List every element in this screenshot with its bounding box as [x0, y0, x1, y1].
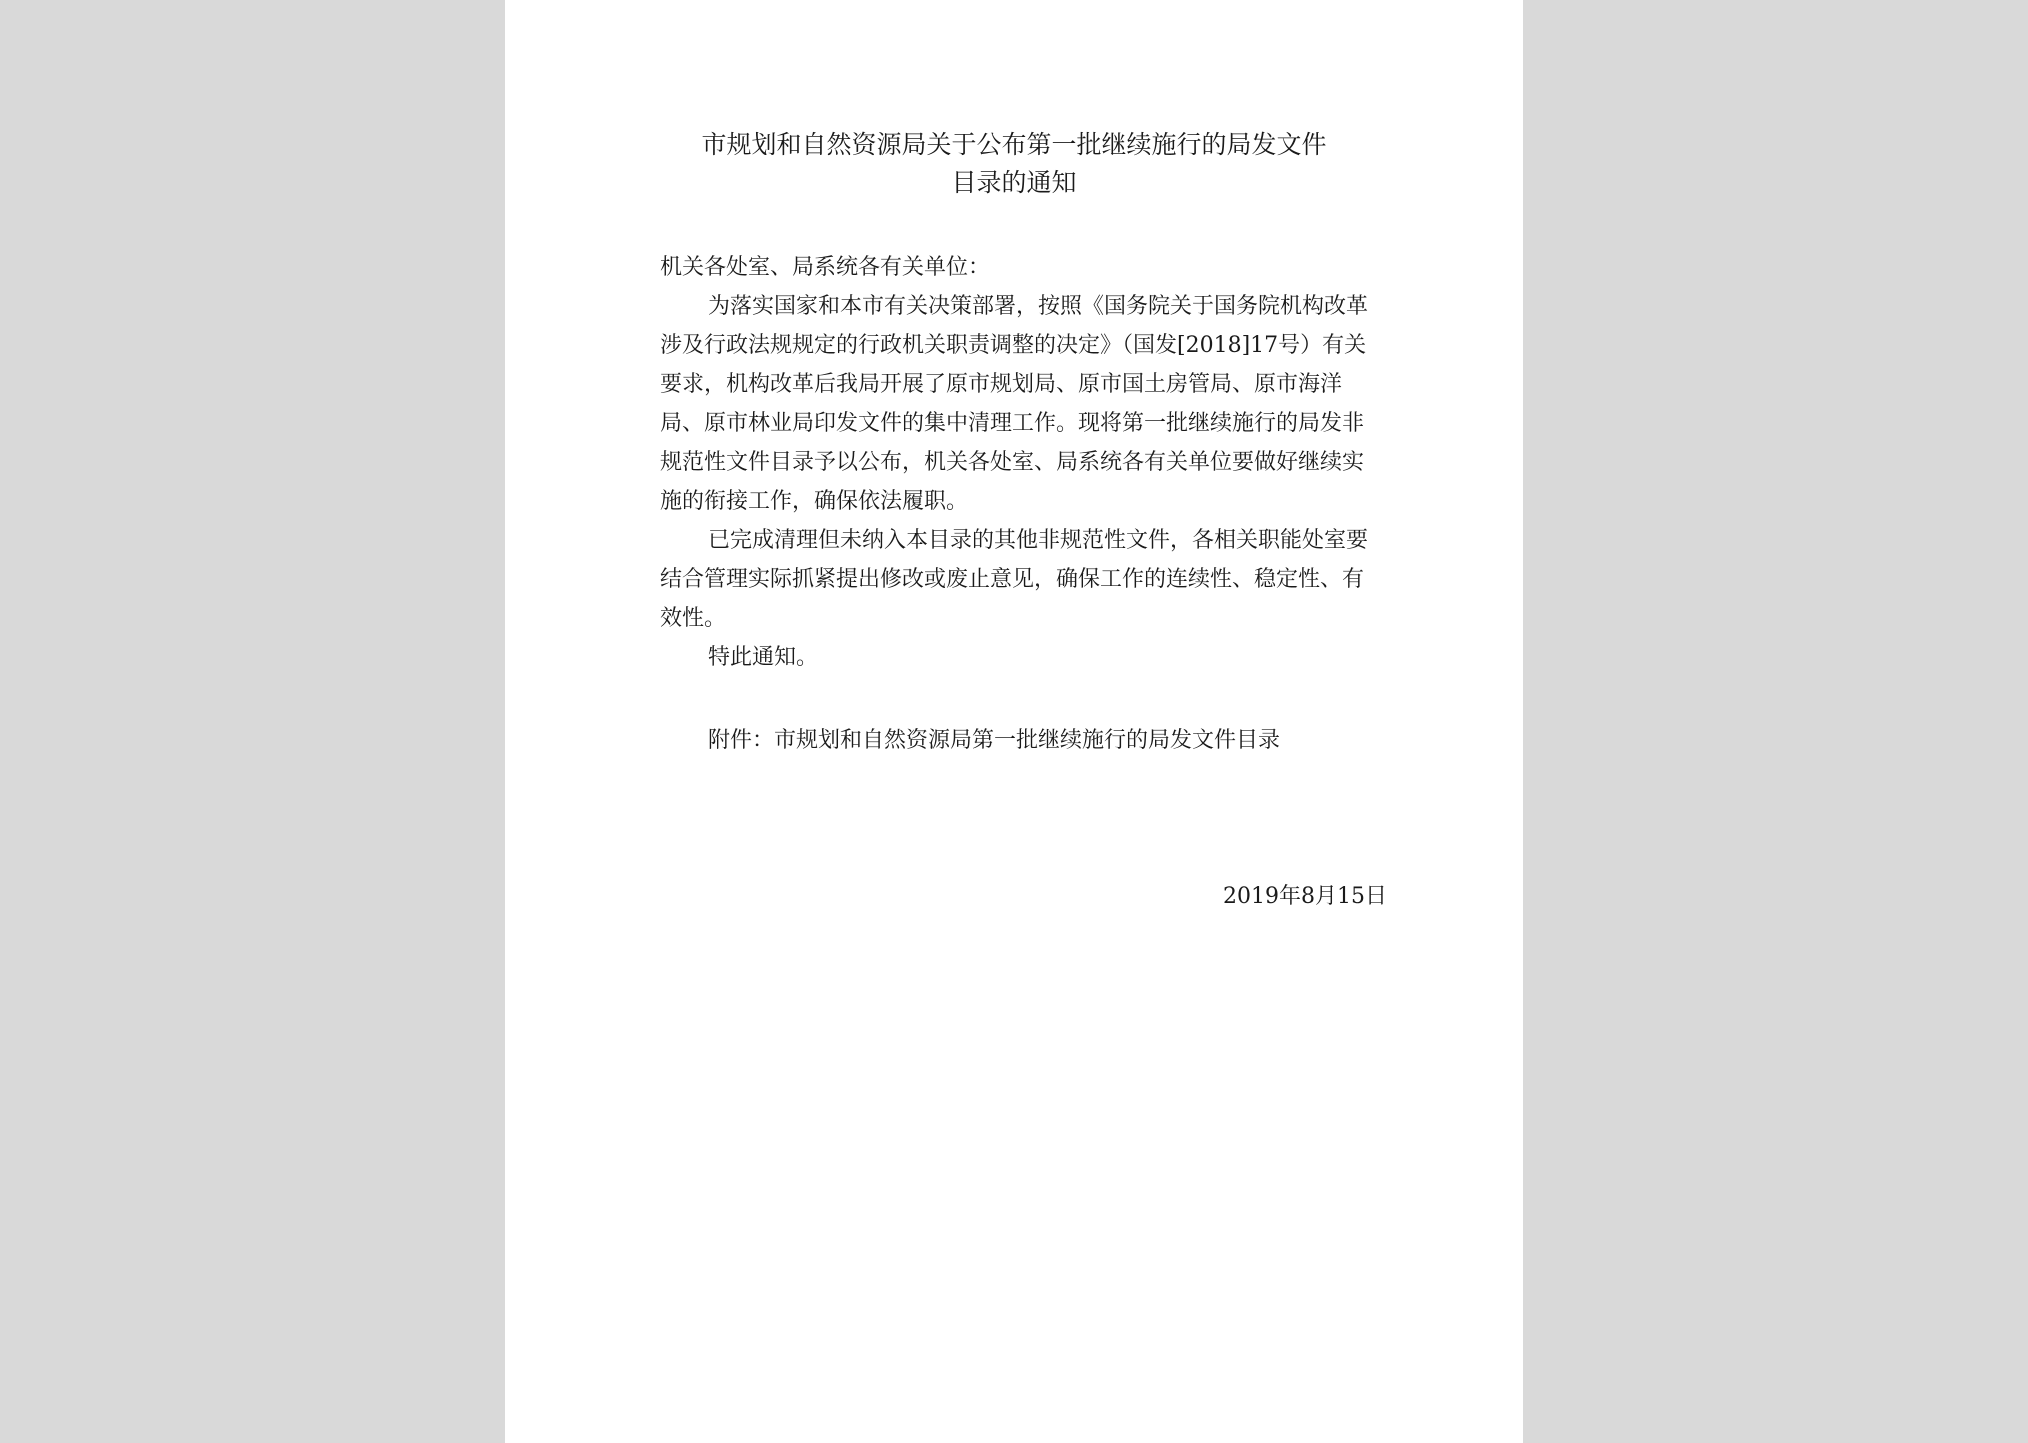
paragraph-1: 为落实国家和本市有关决策部署，按照《国务院关于国务院机构改革涉及行政法规规定的行政机关职责调整的决定》（国发[2018]17号）有关要求，机构改革后我局开展了原市规划局、原市国土房管局、原市海洋局、原市林业局印发文件的集中清理工作。现将第一批继续施行的局发非规范性文件目录予以公布，机关各处室、局系统各有关单位要做好继续实施的衔接工作，确保依法履职。: [660, 294, 1369, 514]
document-page: [505, 0, 1523, 1443]
document-title: [505, 126, 1523, 202]
closing-remark: 特此通知。: [708, 645, 819, 670]
title-line-1: 市规划和自然资源局关于公布第一批继续施行的局发文件: [701, 130, 1327, 159]
attachment-line: 附件：市规划和自然资源局第一批继续施行的局发文件目录: [708, 728, 1281, 753]
title-line-2: 目录的通知: [951, 168, 1077, 197]
document-body: [660, 248, 1382, 677]
salutation: 机关各处室、局系统各有关单位：: [660, 255, 991, 280]
paragraph-2: 已完成清理但未纳入本目录的其他非规范性文件，各相关职能处室要结合管理实际抓紧提出修改或废止意见，确保工作的连续性、稳定性、有效性。: [660, 528, 1369, 631]
issue-date: 2019年8月15日: [1223, 884, 1387, 909]
